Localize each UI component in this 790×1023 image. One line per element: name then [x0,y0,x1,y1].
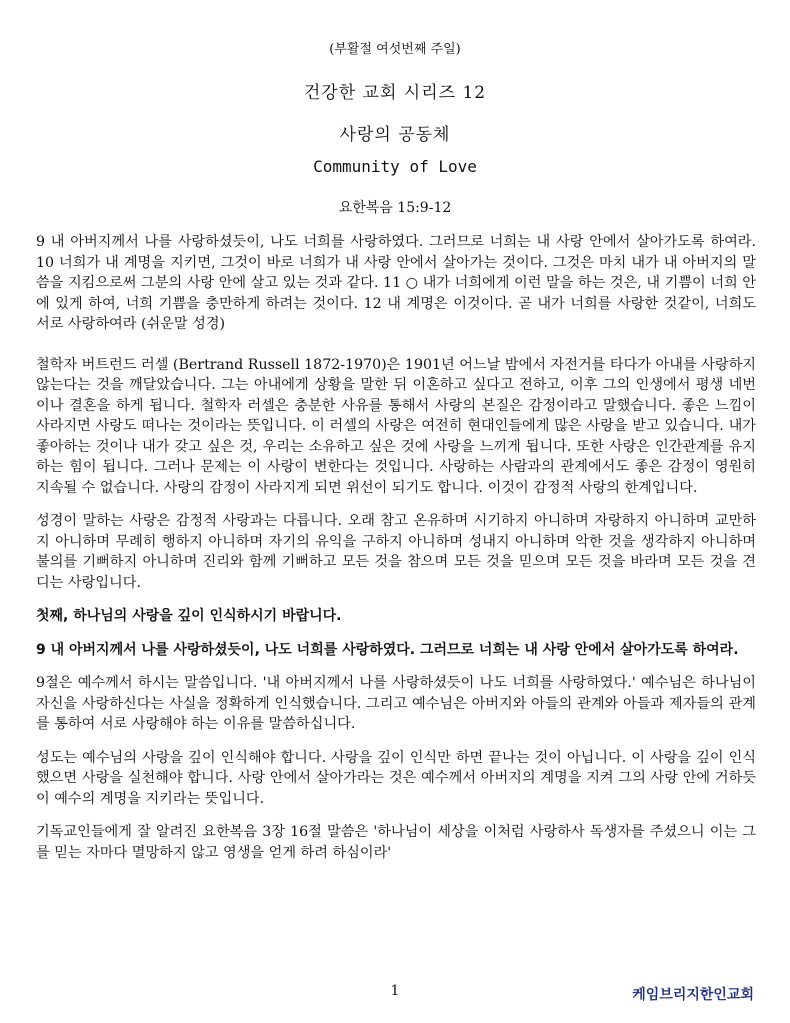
paragraph-john-3-16: 기독교인들에게 잘 알려진 요한복음 3장 16절 말씀은 '하나님이 세상을 이처럼 사랑하사 독생자를 주셨으니 이는 그를 믿는 자마다 멸망하지 않고 영생을 얻게 하려 하심이라' [36,824,756,861]
paragraph-biblical-love: 성경이 말하는 사랑은 감정적 사랑과는 다릅니다. 오래 참고 온유하며 시기하지 아니하며 자랑하지 아니하며 교만하지 아니하며 무례히 행하지 아니하며 자기의 유익을 구하지 아니하며 성내지 아니하며 악한 것을 생각하지 아니하며 불의를 기뻐하지 아니하며 진리와 함께 기뻐하고 모든 것을 참으며 모든 것을 믿으며 모든 것을 바라며 모든 것을 견디는 사랑입니다. [36,513,756,591]
sermon-title-korean: 사랑의 공동체 [339,125,451,145]
paragraph-russell: 철학자 버트런드 러셀 (Bertrand Russell 1872-1970)은 1901년 어느날 밤에서 자전거를 타다가 아내를 사랑하지 않는다는 것을 깨달았습니다. 그는 아내에게 상황을 말한 뒤 이혼하고 싶다고 전하고, 이후 그의 인생에서 평생 네번이나 결혼을 하게 됩니다. 철학자 러셀은 충분한 사유를 통해서 사랑의 본질은 감정이라고 말했습니다. 좋은 느낌이 사라지면 사랑도 떠나는 것이라는 뜻입니다. 이 러셀의 사랑은 여전히 현대인들에게 많은 사랑을 받고 있습니다. 내가 좋아하는 것이나 내가 갖고 싶은 것, 우리는 소유하고 싶은 것에 사랑을 느끼게 됩니다. 또한 사랑은 인간관계를 유지하는 힘이 됩니다. 그러나 문제는 이 사랑이 변한다는 것입니다. 사랑하는 사람과의 관계에서도 좋은 감정이 영원히 지속될 수 없습니다. 사랑의 감정이 사라지게 되면 위선이 되기도 합니다. 이것이 감정적 사랑의 한계입니다. [36,356,756,496]
paragraph-verse-9: 9절은 예수께서 하시는 말씀입니다. '내 아버지께서 나를 사랑하셨듯이 나도 너희를 사랑하였다.' 예수님은 하나님이 자신을 사랑하신다는 사실을 정확하게 인식했습니다. 그리고 예수님은 아버지와 아들의 관계와 아들과 제자들의 관계를 통하여 서로 사랑해야 하는 이유를 말씀하십니다. [36,675,756,732]
scripture-passage: 9 내 아버지께서 나를 사랑하셨듯이, 나도 너희를 사랑하였다. 그러므로 너희는 내 사랑 안에서 살아가도록 하여라. 10 너희가 내 계명을 지키면, 그것이 바로 너희가 내 사랑 안에서 살아가는 것이다. 그것은 마치 내가 내 아버지의 말씀을 지킴으로써 그분의 사랑 안에 살고 있는 것과 같다. 11 ○ 내가 너희에게 이런 말을 하는 것은, 내 기쁨이 너희 안에 있게 하여, 너희 기쁨을 충만하게 하려는 것이다. 12 내 계명은 이것이다. 곧 내가 너희를 사랑한 것같이, 너희도 서로 사랑하여라 (쉬운말 성경) [36,234,756,332]
scripture-verse-9: 9 내 아버지께서 나를 사랑하셨듯이, 나도 너희를 사랑하였다. 그러므로 너희는 내 사랑 안에서 살아가도록 하여라. [36,641,739,658]
sermon-body [36,232,756,876]
occasion-label: (부활절 여섯번째 주일) [329,42,461,57]
church-name: 케임브리지한인교회 [632,987,754,1003]
series-title: 건강한 교회 시리즈 12 [303,83,487,103]
page-number: 1 [390,983,400,999]
section-heading-first: 첫째, 하나님의 사랑을 깊이 인식하시기 바랍니다. [36,608,342,624]
paragraph-practice-love: 성도는 예수님의 사랑을 깊이 인식해야 합니다. 사랑을 깊이 인식만 하면 끝나는 것이 아닙니다. 이 사랑을 깊이 인식했으면 사랑을 실천해야 합니다. 사랑 안에서 살아가라는 것은 예수께서 아버지의 계명을 지켜 그의 사랑 안에 거하듯이 예수의 계명을 지키라는 뜻입니다. [36,749,756,807]
scripture-reference: 요한복음 15:9-12 [338,200,452,216]
sermon-title-english: Community of Love [313,157,477,176]
